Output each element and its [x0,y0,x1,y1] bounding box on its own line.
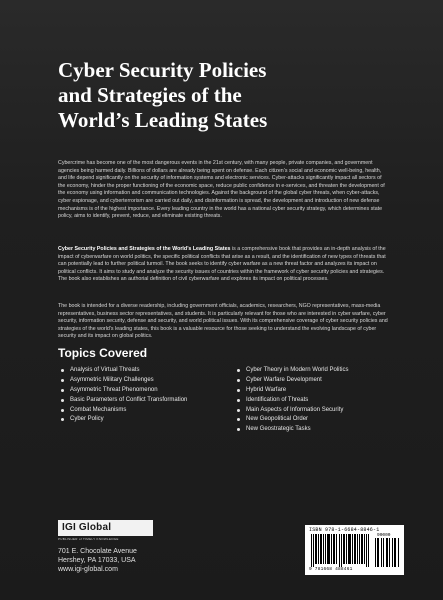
topic-label: Combat Mechanisms [70,406,127,413]
publisher-logo [58,520,153,536]
topic-label: Cyber Theory in Modern World Politics [246,367,349,373]
topic-label: New Geostrategic Tasks [246,426,311,433]
title-line-3: World’s Leading States [58,108,268,132]
logo-text: IGI Global [62,522,112,533]
title-line-1: Cyber Security Policies [58,58,267,82]
isbn-barcode [305,525,404,575]
topic-item [58,376,218,384]
barcode-digits: 9 781668 488461 [309,567,353,572]
bullet-icon [237,399,240,402]
bullet-icon [237,389,240,392]
description-paragraph-1: Cybercrime has become one of the most dangerous events in the 21st century, with many people, private companies, and government agencies being harmed daily. Billions of dollars are already being spent on defense. Each citizen’s social and economic well-being, health, and life depend significantly on the security of information systems and electronic services. Cyber-attacks significantly impact all sectors of the economy, hinder the proper functioning of the economic space, reduce public confidence in e-services, and threaten the development of the economy using information and communication technologies. Against the background of the global cyber threats, when cyber-attacks, cyber espionage, and cyberterrorism are carried out daily, and disinformation is spread, the development and introduction of new defense mechanisms is of the highest importance. Every leading country in the world has a national cyber security strategy, which determines state policy, aims to identify, prevent, reduce, and eliminate existing threats. [58,160,385,220]
topic-item [58,366,218,374]
publisher-block [58,520,178,574]
topic-item [234,415,404,423]
book-title-bold: Cyber Security Policies and Strategies of the World’s Leading States [58,246,231,252]
bullet-icon [237,418,240,421]
topic-label: Main Aspects of Information Security [246,406,344,413]
address-line-2: Hershey, PA 17033, USA [58,557,136,564]
topic-item [234,386,404,394]
isbn-number: ISBN 978-1-6684-8846-1 [309,527,380,533]
bullet-icon [61,409,64,412]
bullet-icon [61,369,64,372]
bullet-icon [61,418,64,421]
title-line-2: and Strategies of the [58,83,242,107]
logo-tagline: PUBLISHER of TIMELY KNOWLEDGE [58,537,119,541]
topic-label: Analysis of Virtual Threats [70,367,140,373]
topics-list-left [58,366,218,425]
topic-label: Asymmetric Military Challenges [70,376,154,383]
bullet-icon [237,409,240,412]
bullet-icon [237,369,240,372]
publisher-address [58,547,178,574]
paragraph-2-body: is a comprehensive book that provides an in-depth analysis of the impact of cyberwarfare on world politics, the specific political conflicts that arise as a result, and the identification of new types of threats that can potentially lead to further political turmoil. The book seeks to identify cyber warfare as a new threat factor and analyzes its impact on political conflicts. It aims to study and analyze the security issues of countries within the framework of cyber security policies and strategies. The book also establishes an authorial definition of civil cyberwarfare and explores its impact on political processes. [58,246,386,283]
topic-item [58,396,218,404]
barcode-addon-digits: 90000 [377,533,391,538]
topic-item [234,406,404,414]
topic-label: Cyber Policy [70,416,104,423]
description-paragraph-3: The book is intended for a diverse readership, including government officials, academics, researchers, NGO representatives, mass-media representatives, business sector representatives, and students. It is particularly relevant for those who are interested in cyber warfare, cyber security, information security, defense and security, and world political issues. With its comprehensive coverage of cyber security policies and strategies of the world’s leading states, this book is a valuable resource for those seeking to understand the evolving landscape of cyber security and its impact on global politics. [58,303,388,340]
topic-item [58,386,218,394]
topic-item [234,366,404,374]
book-title [58,58,398,133]
bullet-icon [61,389,64,392]
bullet-icon [237,379,240,382]
topics-list-right [234,366,404,435]
addon-bars-icon [375,538,400,567]
barcode-bars-icon [311,534,371,567]
topic-label: Cyber Warfare Development [246,376,322,383]
topic-item [234,376,404,384]
bullet-icon [237,428,240,431]
topic-item [58,415,218,423]
topic-item [234,425,404,433]
website-link[interactable]: www.igi-global.com [58,566,118,573]
topic-item [58,406,218,414]
bullet-icon [61,379,64,382]
description-paragraph-2 [58,246,389,284]
address-line-1: 701 E. Chocolate Avenue [58,548,137,555]
topic-label: Hybrid Warfare [246,386,287,393]
topic-label: New Geopolitical Order [246,416,309,423]
topic-label: Identification of Threats [246,396,309,403]
topics-heading: Topics Covered [58,346,148,360]
topic-label: Basic Parameters of Conflict Transformation [70,396,188,403]
topic-label: Asymmetric Threat Phenomenon [70,386,158,393]
bullet-icon [61,399,64,402]
topic-item [234,396,404,404]
